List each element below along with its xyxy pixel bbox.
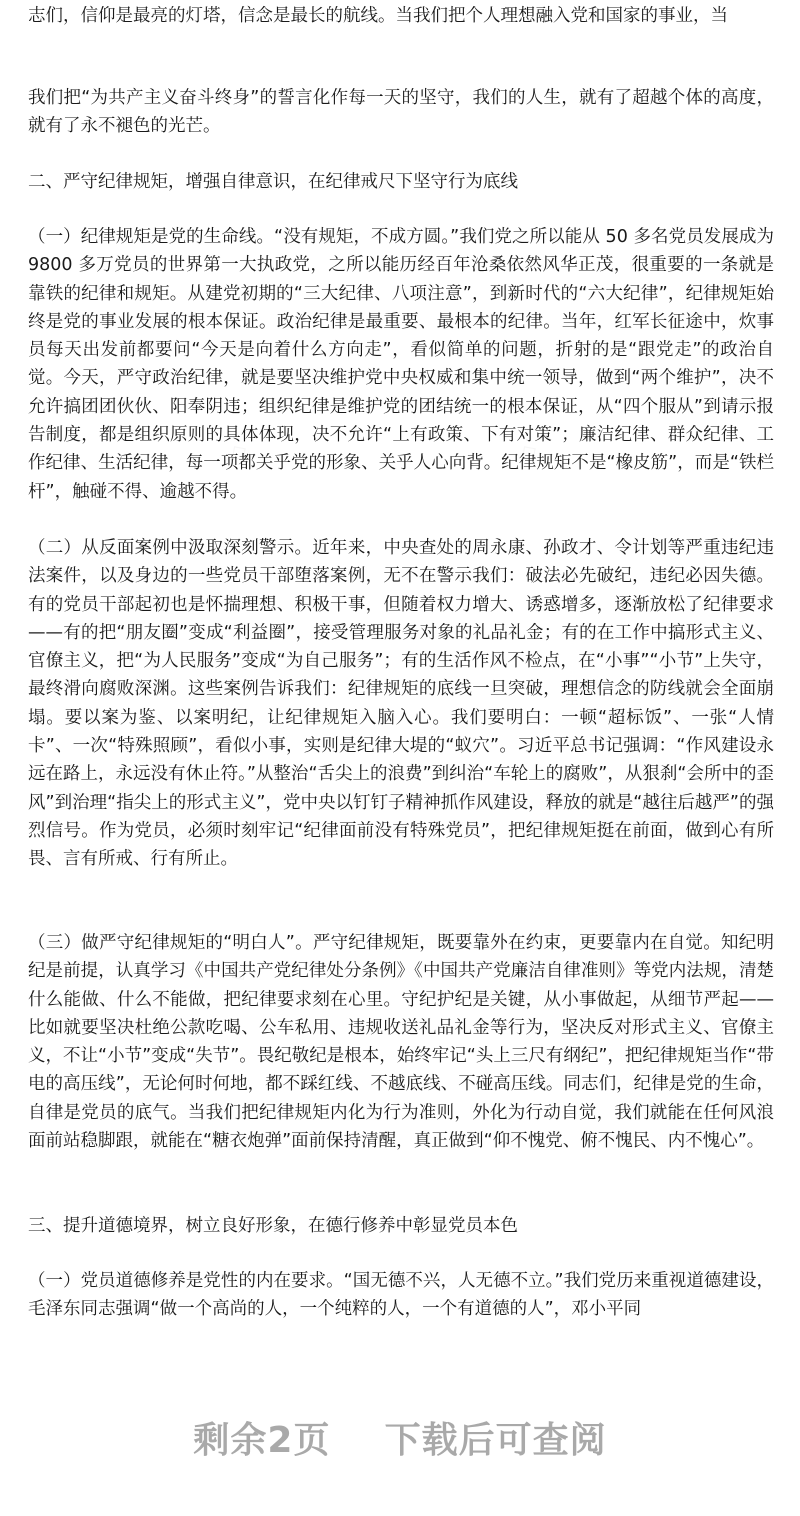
section-heading-3: 三、提升道德境界，树立良好形象，在德行修养中彰显党员本色 <box>28 1216 518 1236</box>
paragraph-negative-cases: （二）从反面案例中汲取深刻警示。近年来，中央查处的周永康、孙政才、令计划等严重违纪违法案件，以及身边的一些党员干部堕落案例，无不在警示我们：破法必先破纪，违纪必因失德。有的党员干部起初也是怀揣理想、积极干事，但随着权力增大、诱惑增多，逐渐放松了纪律要求——有的把“朋友圈”变成“利益圈”，接受管理服务对象的礼品礼金；有的在工作中搞形式主义、官僚主义，把“为人民服务”变成“为自己服务”；有的生活作风不检点，在“小事”“小节”上失守，最终滑向腐败深渊。这些案例告诉我们：纪律规矩的底线一旦突破，理想信念的防线就会全面崩塌。要以案为鉴、以案明纪，让纪律规矩入脑入心。我们要明白：一顿“超标饭”、一张“人情卡”、一次“特殊照顾”，看似小事，实则是纪律大堤的“蚁穴”。习近平总书记强调：“作风建设永远在路上，永远没有休止符。”从整治“舌尖上的浪费”到纠治“车轮上的腐败”，从狠刹“会所中的歪风”到治理“指尖上的形式主义”，党中央以钉钉子精神抓作风建设，释放的就是“越往后越严”的强烈信号。作为党员，必须时刻牢记“纪律面前没有特殊党员”，把纪律规矩挺在前面，做到心有所畏、言有所戒、行有所止。 <box>28 538 774 870</box>
remaining-pages-banner[interactable]: 剩余2页 下载后可查阅 <box>193 1420 607 1461</box>
section-heading-2: 二、严守纪律规矩，增强自律意识，在纪律戒尺下坚守行为底线 <box>28 172 518 192</box>
paragraph-faith-conclusion: 我们把“为共产主义奋斗终身”的誓言化作每一天的坚守，我们的人生，就有了超越个体的高度，就有了永不褪色的光芒。 <box>28 88 774 137</box>
paragraph-moral-cultivation: （一）党员道德修养是党性的内在要求。“国无德不兴，人无德不立。”我们党历来重视道德建设，毛泽东同志强调“做一个高尚的人，一个纯粹的人，一个有道德的人”，邓小平同 <box>28 1271 774 1320</box>
paragraph-understand-discipline: （三）做严守纪律规矩的“明白人”。严守纪律规矩，既要靠外在约束，更要靠内在自觉。知纪明纪是前提，认真学习《中国共产党纪律处分条例》《中国共产党廉洁自律准则》等党内法规，清楚什么能做、什么不能做，把纪律要求刻在心里。守纪护纪是关键，从小事做起，从细节严起——比如就要坚决杜绝公款吃喝、公车私用、违规收送礼品礼金等行为，坚决反对形式主义、官僚主义，不让“小节”变成“失节”。畏纪敬纪是根本，始终牢记“头上三尺有纲纪”，把纪律规矩当作“带电的高压线”，无论何时何地，都不踩红线、不越底线、不碰高压线。同志们，纪律是党的生命，自律是党员的底气。当我们把纪律规矩内化为行为准则，外化为行动自觉，我们就能在任何风浪面前站稳脚跟，就能在“糖衣炮弹”面前保持清醒，真正做到“仰不愧党、俯不愧民、内不愧心”。 <box>28 933 774 1152</box>
paragraph-discipline-lifeline: （一）纪律规矩是党的生命线。“没有规矩，不成方圆。”我们党之所以能从 50 多名党员发展成为 9800 多万党员的世界第一大执政党，之所以能历经百年沧桑依然风华正茂，很重要的一条就是靠铁的纪律和规矩。从建党初期的“三大纪律、八项注意”，到新时代的“六大纪律”，纪律规矩始终是党的事业发展的根本保证。政治纪律是最重要、最根本的纪律。当年，红军长征途中，炊事员每天出发前都要问“今天是向着什么方向走”，看似简单的问题，折射的是“跟党走”的政治自觉。今天，严守政治纪律，就是要坚决维护党中央权威和集中统一领导，做到“两个维护”，决不允许搞团团伙伙、阳奉阴违；组织纪律是维护党的团结统一的根本保证，从“四个服从”到请示报告制度，都是组织原则的具体体现，决不允许“上有政策、下有对策”；廉洁纪律、群众纪律、工作纪律、生活纪律，每一项都关乎党的形象、关乎人心向背。纪律规矩不是“橡皮筋”，而是“铁栏杆”，触碰不得、逾越不得。 <box>28 227 774 502</box>
paragraph-intro-fragment: 志们，信仰是最亮的灯塔，信念是最长的航线。当我们把个人理想融入党和国家的事业，当 <box>28 6 728 26</box>
